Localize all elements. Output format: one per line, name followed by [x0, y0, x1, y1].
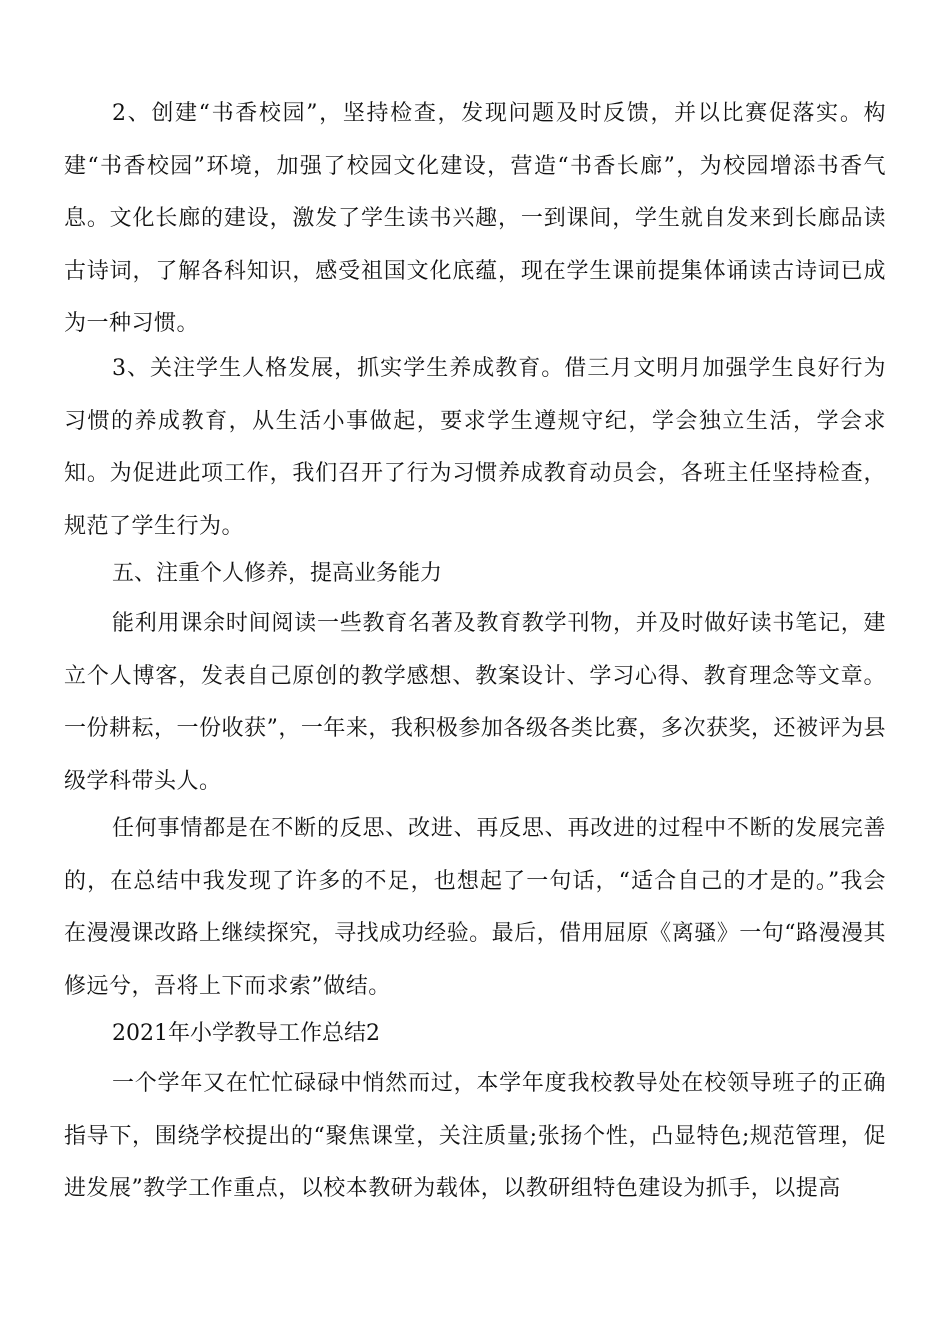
paragraph-reflection-summary: 任何事情都是在不断的反思、改进、再反思、再改进的过程中不断的发展完善的，在总结中我发现了许多的不足，也想起了一句话，“适合自己的才是的。”我会在漫漫课改路上继续探究，寻找成功经验。最后，借用屈原《离骚》一句“路漫漫其修远兮，吾将上下而求索”做结。 — [64, 816, 886, 999]
paragraph-book-fragrance-campus: 2、创建“书香校园”，坚持检查，发现问题及时反馈，并以比赛促落实。构建“书香校园”环境，加强了校园文化建设，营造“书香长廊”，为校园增添书香气息。文化长廊的建设，激发了学生读书兴趣，一到课间，学生就自发来到长廊品读古诗词，了解各科知识，感受祖国文化底蕴，现在学生课前提集体诵读古诗词已成为一种习惯。 — [64, 101, 886, 336]
paragraph-student-character: 3、关注学生人格发展，抓实学生养成教育。借三月文明月加强学生良好行为习惯的养成教育，从生活小事做起，要求学生遵规守纪，学会独立生活，学会求知。为促进此项工作，我们召开了行为习惯养成教育动员会，各班主任坚持检查，规范了学生行为。 — [64, 356, 886, 539]
paragraph-school-year-intro: 一个学年又在忙忙碌碌中悄然而过，本学年度我校教导处在校领导班子的正确指导下，围绕学校提出的“聚焦课堂，关注质量;张扬个性，凸显特色;规范管理，促进发展”教学工作重点，以校本教研为载体，以教研组特色建设为抓手，以提高 — [64, 1071, 886, 1201]
document-title-2021-summary: 2021年小学教导工作总结2 — [112, 1021, 380, 1046]
paragraph-reading-and-blogging: 能利用课余时间阅读一些教育名著及教育教学刊物，并及时做好读书笔记，建立个人博客，发表自己原创的教学感想、教案设计、学习心得、教育理念等文章。一份耕耘，一份收获”，一年来，我积极参加各级各类比赛，多次获奖，还被评为县级学科带头人。 — [64, 611, 886, 794]
section-heading-personal-cultivation: 五、注重个人修养，提高业务能力 — [112, 561, 443, 586]
